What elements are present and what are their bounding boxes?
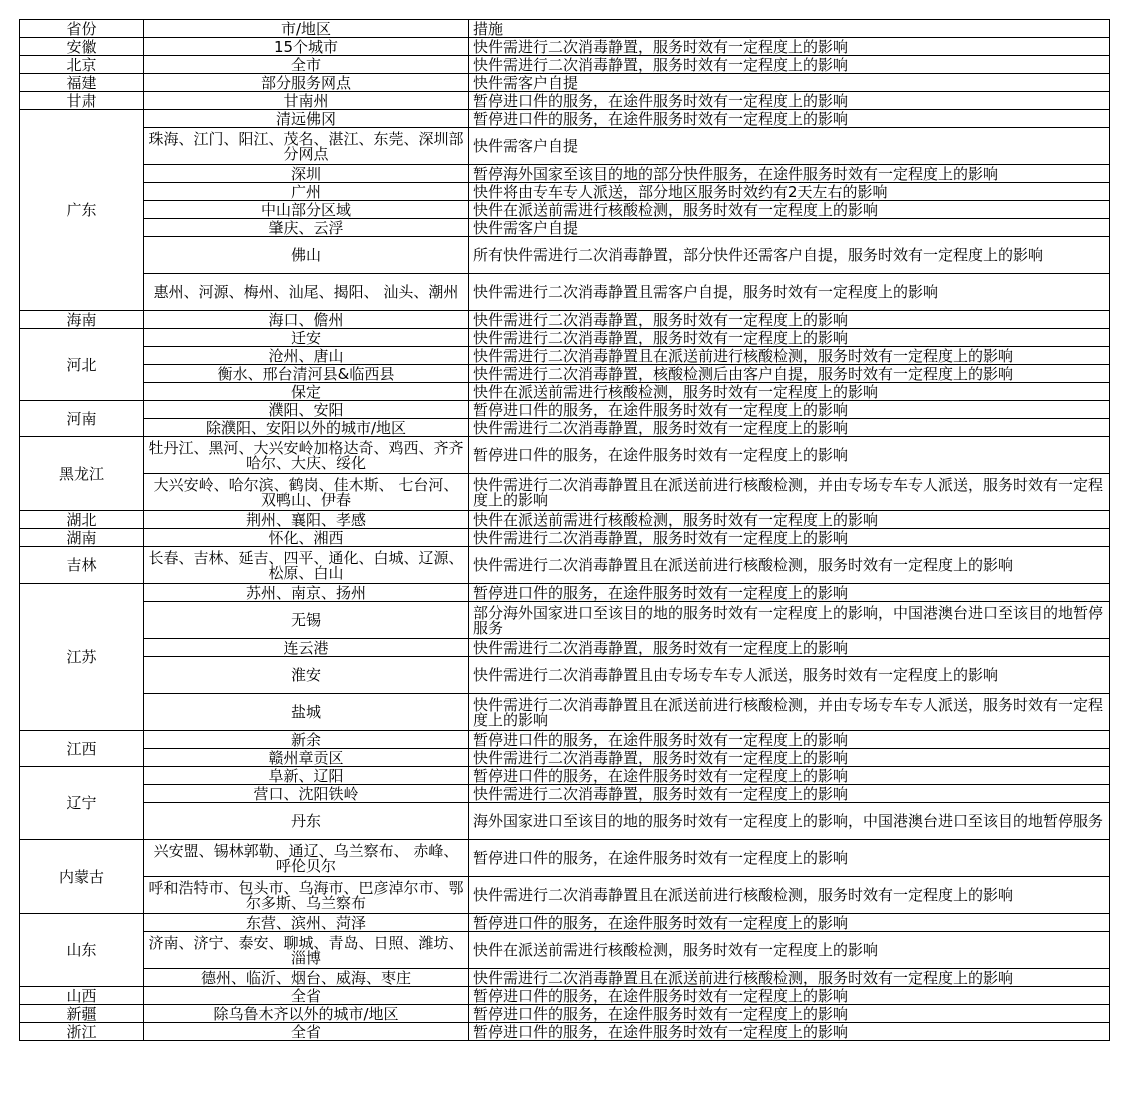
province-cell: 吉林 (20, 547, 144, 584)
city-cell: 广州 (144, 183, 469, 201)
city-cell: 15个城市 (144, 38, 469, 56)
province-cell: 海南 (20, 311, 144, 329)
table-row (20, 110, 1110, 128)
measure-cell: 暂停进口件的服务，在途件服务时效有一定程度上的影响 (469, 914, 1110, 932)
city-cell: 惠州、河源、梅州、汕尾、揭阳、 汕头、潮州 (144, 274, 469, 311)
province-cell: 湖北 (20, 511, 144, 529)
table-row (20, 987, 1110, 1005)
province-cell: 福建 (20, 74, 144, 92)
measure-cell: 部分海外国家进口至该目的地的服务时效有一定程度上的影响，中国港澳台进口至该目的地暂停服务 (469, 602, 1110, 639)
table-row (20, 639, 1110, 657)
city-cell: 兴安盟、锡林郭勒、通辽、乌兰察布、 赤峰、呼伦贝尔 (144, 840, 469, 877)
table-row (20, 329, 1110, 347)
measure-cell: 快件在派送前需进行核酸检测，服务时效有一定程度上的影响 (469, 511, 1110, 529)
measure-cell: 暂停进口件的服务，在途件服务时效有一定程度上的影响 (469, 437, 1110, 474)
measure-cell: 快件需客户自提 (469, 219, 1110, 237)
measure-cell: 快件需进行二次消毒静置且由专场专车专人派送，服务时效有一定程度上的影响 (469, 657, 1110, 694)
measure-cell: 暂停进口件的服务，在途件服务时效有一定程度上的影响 (469, 840, 1110, 877)
measure-cell: 快件需进行二次消毒静置，服务时效有一定程度上的影响 (469, 529, 1110, 547)
city-cell: 丹东 (144, 803, 469, 840)
table-row (20, 785, 1110, 803)
table-row (20, 274, 1110, 311)
city-cell: 呼和浩特市、包头市、乌海市、巴彦淖尔市、鄂尔多斯、乌兰察布 (144, 877, 469, 914)
city-cell: 保定 (144, 383, 469, 401)
table-row (20, 694, 1110, 731)
city-cell: 除乌鲁木齐以外的城市/地区 (144, 1005, 469, 1023)
table-row (20, 932, 1110, 969)
city-cell: 肇庆、云浮 (144, 219, 469, 237)
city-cell: 东营、滨州、菏泽 (144, 914, 469, 932)
table-row (20, 365, 1110, 383)
table-row (20, 511, 1110, 529)
measure-cell: 快件需进行二次消毒静置且在派送前进行核酸检测，并由专场专车专人派送，服务时效有一定程度上的影响 (469, 474, 1110, 511)
table-row (20, 767, 1110, 785)
city-cell: 佛山 (144, 237, 469, 274)
city-cell: 中山部分区域 (144, 201, 469, 219)
province-cell: 辽宁 (20, 767, 144, 840)
city-cell: 部分服务网点 (144, 74, 469, 92)
measure-cell: 暂停进口件的服务，在途件服务时效有一定程度上的影响 (469, 401, 1110, 419)
table-row (20, 128, 1110, 165)
city-cell: 苏州、南京、扬州 (144, 584, 469, 602)
table-row (20, 602, 1110, 639)
measure-cell: 快件需进行二次消毒静置且在派送前进行核酸检测，服务时效有一定程度上的影响 (469, 877, 1110, 914)
city-cell: 无锡 (144, 602, 469, 639)
province-cell: 新疆 (20, 1005, 144, 1023)
province-cell: 安徽 (20, 38, 144, 56)
city-cell: 濮阳、安阳 (144, 401, 469, 419)
city-cell: 珠海、江门、阳江、茂名、湛江、东莞、深圳部分网点 (144, 128, 469, 165)
province-cell: 山东 (20, 914, 144, 987)
city-cell: 大兴安岭、哈尔滨、鹤岗、佳木斯、 七台河、双鸭山、伊春 (144, 474, 469, 511)
measure-cell: 快件需进行二次消毒静置，服务时效有一定程度上的影响 (469, 749, 1110, 767)
province-cell: 甘肃 (20, 92, 144, 110)
city-cell: 甘南州 (144, 92, 469, 110)
table-row (20, 237, 1110, 274)
header-row (20, 20, 1110, 38)
province-cell: 黑龙江 (20, 437, 144, 511)
province-cell: 河北 (20, 329, 144, 401)
measure-cell: 快件在派送前需进行核酸检测，服务时效有一定程度上的影响 (469, 383, 1110, 401)
measure-cell: 暂停进口件的服务，在途件服务时效有一定程度上的影响 (469, 1023, 1110, 1041)
table-row (20, 311, 1110, 329)
province-cell: 江苏 (20, 584, 144, 731)
table-row (20, 749, 1110, 767)
measure-cell: 快件需客户自提 (469, 128, 1110, 165)
city-cell: 全省 (144, 1023, 469, 1041)
table-row (20, 914, 1110, 932)
measure-cell: 暂停进口件的服务，在途件服务时效有一定程度上的影响 (469, 731, 1110, 749)
measure-cell: 快件需进行二次消毒静置且需客户自提，服务时效有一定程度上的影响 (469, 274, 1110, 311)
table-row (20, 219, 1110, 237)
table-row (20, 38, 1110, 56)
city-cell: 荆州、襄阳、孝感 (144, 511, 469, 529)
province-cell: 河南 (20, 401, 144, 437)
province-cell: 江西 (20, 731, 144, 767)
table-row (20, 201, 1110, 219)
table-row (20, 474, 1110, 511)
measure-cell: 快件在派送前需进行核酸检测，服务时效有一定程度上的影响 (469, 201, 1110, 219)
table-row (20, 92, 1110, 110)
province-cell: 浙江 (20, 1023, 144, 1041)
table-row (20, 877, 1110, 914)
city-cell: 清远佛冈 (144, 110, 469, 128)
province-cell: 内蒙古 (20, 840, 144, 914)
measure-cell: 快件需进行二次消毒静置，服务时效有一定程度上的影响 (469, 38, 1110, 56)
measure-cell: 所有快件需进行二次消毒静置，部分快件还需客户自提，服务时效有一定程度上的影响 (469, 237, 1110, 274)
province-cell: 山西 (20, 987, 144, 1005)
measure-cell: 暂停海外国家至该目的地的部分快件服务，在途件服务时效有一定程度上的影响 (469, 165, 1110, 183)
measure-cell: 暂停进口件的服务，在途件服务时效有一定程度上的影响 (469, 987, 1110, 1005)
city-cell: 牡丹江、黑河、大兴安岭加格达奇、鸡西、齐齐哈尔、大庆、绥化 (144, 437, 469, 474)
measure-cell: 快件需进行二次消毒静置，服务时效有一定程度上的影响 (469, 639, 1110, 657)
city-cell: 阜新、辽阳 (144, 767, 469, 785)
city-cell: 长春、吉林、延吉、四平、通化、白城、辽源、松原、白山 (144, 547, 469, 584)
city-cell: 盐城 (144, 694, 469, 731)
table-row (20, 437, 1110, 474)
measure-cell: 快件需进行二次消毒静置，服务时效有一定程度上的影响 (469, 329, 1110, 347)
city-cell: 深圳 (144, 165, 469, 183)
measure-cell: 快件需客户自提 (469, 74, 1110, 92)
measure-cell: 快件需进行二次消毒静置，服务时效有一定程度上的影响 (469, 419, 1110, 437)
measure-cell: 快件将由专车专人派送，部分地区服务时效约有2天左右的影响 (469, 183, 1110, 201)
measure-cell: 快件需进行二次消毒静置且在派送前进行核酸检测，服务时效有一定程度上的影响 (469, 969, 1110, 987)
table-row (20, 547, 1110, 584)
measure-cell: 暂停进口件的服务，在途件服务时效有一定程度上的影响 (469, 767, 1110, 785)
measure-cell: 快件需进行二次消毒静置且在派送前进行核酸检测，服务时效有一定程度上的影响 (469, 547, 1110, 584)
measure-cell: 暂停进口件的服务，在途件服务时效有一定程度上的影响 (469, 584, 1110, 602)
table-row (20, 419, 1110, 437)
header-province: 省份 (20, 20, 144, 38)
measure-cell: 海外国家进口至该目的地的服务时效有一定程度上的影响，中国港澳台进口至该目的地暂停服务 (469, 803, 1110, 840)
table-row (20, 1023, 1110, 1041)
city-cell: 新余 (144, 731, 469, 749)
city-cell: 连云港 (144, 639, 469, 657)
table-row (20, 183, 1110, 201)
measure-cell: 快件需进行二次消毒静置，服务时效有一定程度上的影响 (469, 56, 1110, 74)
measure-cell: 快件需进行二次消毒静置且在派送前进行核酸检测，并由专场专车专人派送，服务时效有一定程度上的影响 (469, 694, 1110, 731)
city-cell: 济南、济宁、泰安、聊城、青岛、日照、潍坊、淄博 (144, 932, 469, 969)
header-city: 市/地区 (144, 20, 469, 38)
city-cell: 赣州章贡区 (144, 749, 469, 767)
city-cell: 淮安 (144, 657, 469, 694)
city-cell: 全市 (144, 56, 469, 74)
measures-table (19, 19, 1110, 1041)
city-cell: 衡水、邢台清河县&临西县 (144, 365, 469, 383)
table-row (20, 401, 1110, 419)
table-row (20, 383, 1110, 401)
measure-cell: 快件需进行二次消毒静置，核酸检测后由客户自提，服务时效有一定程度上的影响 (469, 365, 1110, 383)
city-cell: 海口、儋州 (144, 311, 469, 329)
city-cell: 德州、临沂、烟台、威海、枣庄 (144, 969, 469, 987)
table-row (20, 584, 1110, 602)
table-row (20, 74, 1110, 92)
table-row (20, 731, 1110, 749)
measure-cell: 快件在派送前需进行核酸检测，服务时效有一定程度上的影响 (469, 932, 1110, 969)
measure-cell: 暂停进口件的服务，在途件服务时效有一定程度上的影响 (469, 110, 1110, 128)
header-measure: 措施 (469, 20, 1110, 38)
city-cell: 全省 (144, 987, 469, 1005)
measure-cell: 暂停进口件的服务，在途件服务时效有一定程度上的影响 (469, 92, 1110, 110)
city-cell: 怀化、湘西 (144, 529, 469, 547)
province-cell: 湖南 (20, 529, 144, 547)
table-row (20, 165, 1110, 183)
city-cell: 迁安 (144, 329, 469, 347)
measure-cell: 快件需进行二次消毒静置，服务时效有一定程度上的影响 (469, 785, 1110, 803)
table-row (20, 56, 1110, 74)
table-row (20, 1005, 1110, 1023)
measure-cell: 快件需进行二次消毒静置，服务时效有一定程度上的影响 (469, 311, 1110, 329)
table-row (20, 969, 1110, 987)
province-cell: 广东 (20, 110, 144, 311)
table-row (20, 657, 1110, 694)
table-row (20, 529, 1110, 547)
measure-cell: 暂停进口件的服务，在途件服务时效有一定程度上的影响 (469, 1005, 1110, 1023)
measure-cell: 快件需进行二次消毒静置且在派送前进行核酸检测，服务时效有一定程度上的影响 (469, 347, 1110, 365)
table-row (20, 803, 1110, 840)
city-cell: 沧州、唐山 (144, 347, 469, 365)
city-cell: 除濮阳、安阳以外的城市/地区 (144, 419, 469, 437)
table-row (20, 347, 1110, 365)
city-cell: 营口、沈阳铁岭 (144, 785, 469, 803)
province-cell: 北京 (20, 56, 144, 74)
table-row (20, 840, 1110, 877)
